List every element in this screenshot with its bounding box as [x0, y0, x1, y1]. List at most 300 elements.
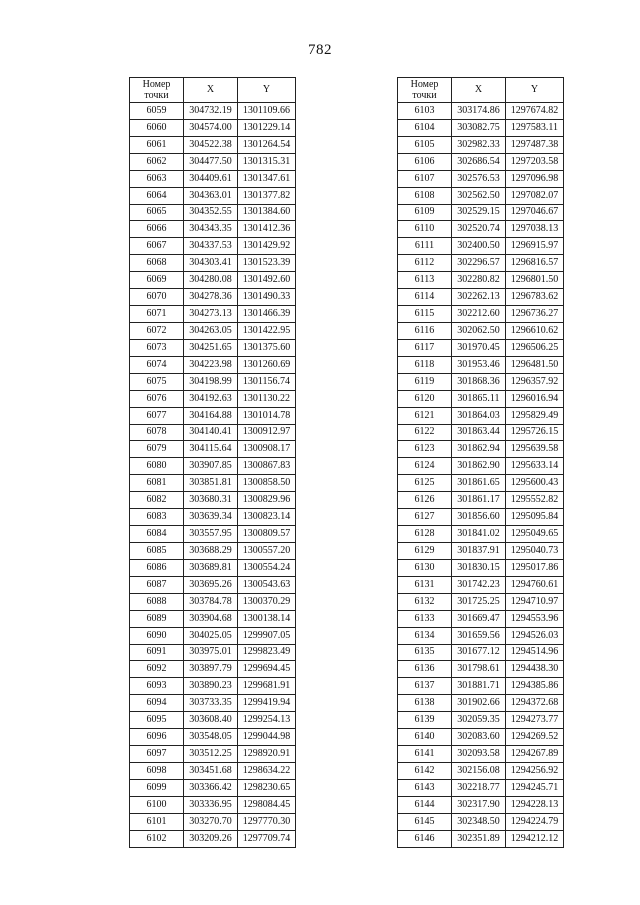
coordinates-table-left: [129, 77, 296, 848]
table-row: [398, 779, 564, 796]
table-row: [398, 712, 564, 729]
point-number-cell: 6130: [398, 559, 452, 576]
x-coordinate-cell: 304115.64: [184, 441, 238, 458]
point-number-cell: 6133: [398, 610, 452, 627]
x-coordinate-cell: 303548.05: [184, 729, 238, 746]
point-number-cell: 6125: [398, 475, 452, 492]
y-coordinate-cell: 1299694.45: [238, 661, 296, 678]
point-number-cell: 6127: [398, 509, 452, 526]
y-coordinate-cell: 1297487.38: [506, 136, 564, 153]
point-number-cell: 6112: [398, 255, 452, 272]
point-number-cell: 6073: [130, 339, 184, 356]
table-row: [398, 762, 564, 779]
y-coordinate-cell: 1294438.30: [506, 661, 564, 678]
point-number-cell: 6086: [130, 559, 184, 576]
y-coordinate-cell: 1301347.61: [238, 170, 296, 187]
y-coordinate-cell: 1301264.54: [238, 136, 296, 153]
y-coordinate-cell: 1301260.69: [238, 356, 296, 373]
table-row: [130, 204, 296, 221]
table-row: [398, 390, 564, 407]
y-coordinate-cell: 1297046.67: [506, 204, 564, 221]
x-coordinate-cell: 303688.29: [184, 542, 238, 559]
point-number-cell: 6061: [130, 136, 184, 153]
x-coordinate-cell: 302686.54: [452, 153, 506, 170]
x-coordinate-cell: 304198.99: [184, 373, 238, 390]
y-coordinate-cell: 1300809.57: [238, 526, 296, 543]
y-coordinate-cell: 1299823.49: [238, 644, 296, 661]
table-row: [130, 475, 296, 492]
point-number-cell: 6128: [398, 526, 452, 543]
point-number-cell: 6081: [130, 475, 184, 492]
x-coordinate-cell: 303975.01: [184, 644, 238, 661]
table-row: [398, 238, 564, 255]
x-coordinate-cell: 301865.11: [452, 390, 506, 407]
point-number-cell: 6106: [398, 153, 452, 170]
x-coordinate-cell: 301864.03: [452, 407, 506, 424]
x-coordinate-cell: 301837.91: [452, 542, 506, 559]
x-coordinate-cell: 302400.50: [452, 238, 506, 255]
table-row: [130, 509, 296, 526]
table-header-row: [130, 78, 296, 103]
x-coordinate-cell: 301798.61: [452, 661, 506, 678]
y-coordinate-cell: 1299254.13: [238, 712, 296, 729]
point-number-cell: 6121: [398, 407, 452, 424]
point-number-cell: 6102: [130, 830, 184, 847]
x-coordinate-cell: 301862.94: [452, 441, 506, 458]
point-number-cell: 6085: [130, 542, 184, 559]
y-coordinate-cell: 1294228.13: [506, 796, 564, 813]
point-number-cell: 6063: [130, 170, 184, 187]
point-number-cell: 6120: [398, 390, 452, 407]
table-row: [130, 813, 296, 830]
header-x: X: [184, 78, 238, 103]
table-row: [130, 526, 296, 543]
table-row: [398, 492, 564, 509]
table-row: [398, 255, 564, 272]
point-number-cell: 6114: [398, 289, 452, 306]
x-coordinate-cell: 304278.36: [184, 289, 238, 306]
y-coordinate-cell: 1300867.83: [238, 458, 296, 475]
y-coordinate-cell: 1301492.60: [238, 272, 296, 289]
y-coordinate-cell: 1294245.71: [506, 779, 564, 796]
x-coordinate-cell: 303270.70: [184, 813, 238, 830]
y-coordinate-cell: 1301490.33: [238, 289, 296, 306]
x-coordinate-cell: 302218.77: [452, 779, 506, 796]
x-coordinate-cell: 301953.46: [452, 356, 506, 373]
y-coordinate-cell: 1301377.82: [238, 187, 296, 204]
x-coordinate-cell: 303082.75: [452, 119, 506, 136]
point-number-cell: 6098: [130, 762, 184, 779]
table-row: [130, 119, 296, 136]
y-coordinate-cell: 1301014.78: [238, 407, 296, 424]
table-row: [398, 644, 564, 661]
point-number-cell: 6138: [398, 695, 452, 712]
y-coordinate-cell: 1296816.57: [506, 255, 564, 272]
y-coordinate-cell: 1299044.98: [238, 729, 296, 746]
point-number-cell: 6071: [130, 306, 184, 323]
table-row: [130, 796, 296, 813]
x-coordinate-cell: 301659.56: [452, 627, 506, 644]
y-coordinate-cell: 1297674.82: [506, 103, 564, 120]
point-number-cell: 6089: [130, 610, 184, 627]
y-coordinate-cell: 1300543.63: [238, 576, 296, 593]
point-number-cell: 6077: [130, 407, 184, 424]
point-number-cell: 6119: [398, 373, 452, 390]
point-number-cell: 6111: [398, 238, 452, 255]
table-row: [398, 559, 564, 576]
point-number-cell: 6096: [130, 729, 184, 746]
x-coordinate-cell: 303608.40: [184, 712, 238, 729]
y-coordinate-cell: 1300912.97: [238, 424, 296, 441]
x-coordinate-cell: 303907.85: [184, 458, 238, 475]
point-number-cell: 6065: [130, 204, 184, 221]
x-coordinate-cell: 301868.36: [452, 373, 506, 390]
table-row: [130, 762, 296, 779]
point-number-cell: 6066: [130, 221, 184, 238]
table-row: [398, 306, 564, 323]
header-y: Y: [238, 78, 296, 103]
point-number-cell: 6126: [398, 492, 452, 509]
table-row: [130, 627, 296, 644]
point-number-cell: 6064: [130, 187, 184, 204]
x-coordinate-cell: 302576.53: [452, 170, 506, 187]
point-number-cell: 6067: [130, 238, 184, 255]
point-number-cell: 6078: [130, 424, 184, 441]
table-row: [130, 695, 296, 712]
table-row: [130, 424, 296, 441]
table-row: [130, 373, 296, 390]
x-coordinate-cell: 303689.81: [184, 559, 238, 576]
table-row: [398, 661, 564, 678]
y-coordinate-cell: 1300823.14: [238, 509, 296, 526]
y-coordinate-cell: 1301156.74: [238, 373, 296, 390]
x-coordinate-cell: 301881.71: [452, 678, 506, 695]
point-number-cell: 6116: [398, 322, 452, 339]
point-number-cell: 6068: [130, 255, 184, 272]
table-row: [130, 103, 296, 120]
table-row: [130, 830, 296, 847]
table-row: [130, 238, 296, 255]
point-number-cell: 6091: [130, 644, 184, 661]
y-coordinate-cell: 1297096.98: [506, 170, 564, 187]
y-coordinate-cell: 1301315.31: [238, 153, 296, 170]
y-coordinate-cell: 1295040.73: [506, 542, 564, 559]
x-coordinate-cell: 302296.57: [452, 255, 506, 272]
point-number-cell: 6142: [398, 762, 452, 779]
point-number-cell: 6088: [130, 593, 184, 610]
x-coordinate-cell: 303174.86: [452, 103, 506, 120]
table-row: [398, 813, 564, 830]
point-number-cell: 6082: [130, 492, 184, 509]
table-row: [130, 136, 296, 153]
y-coordinate-cell: 1294256.92: [506, 762, 564, 779]
x-coordinate-cell: 302062.50: [452, 322, 506, 339]
x-coordinate-cell: 302529.15: [452, 204, 506, 221]
point-number-cell: 6080: [130, 458, 184, 475]
table-row: [398, 103, 564, 120]
table-row: [130, 407, 296, 424]
table-row: [398, 526, 564, 543]
table-row: [398, 695, 564, 712]
table-body-left: [130, 103, 296, 848]
y-coordinate-cell: 1295726.15: [506, 424, 564, 441]
x-coordinate-cell: 304140.41: [184, 424, 238, 441]
y-coordinate-cell: 1295600.43: [506, 475, 564, 492]
point-number-cell: 6141: [398, 746, 452, 763]
point-number-cell: 6069: [130, 272, 184, 289]
y-coordinate-cell: 1296481.50: [506, 356, 564, 373]
point-number-cell: 6084: [130, 526, 184, 543]
y-coordinate-cell: 1301384.60: [238, 204, 296, 221]
x-coordinate-cell: 301861.65: [452, 475, 506, 492]
point-number-cell: 6105: [398, 136, 452, 153]
y-coordinate-cell: 1300829.96: [238, 492, 296, 509]
x-coordinate-cell: 302351.89: [452, 830, 506, 847]
table-row: [398, 339, 564, 356]
table-body-right: [398, 103, 564, 848]
table-row: [398, 187, 564, 204]
point-number-cell: 6074: [130, 356, 184, 373]
x-coordinate-cell: 303695.26: [184, 576, 238, 593]
table-row: [398, 221, 564, 238]
table-row: [398, 289, 564, 306]
header-point-number: Номер точки: [130, 78, 184, 103]
y-coordinate-cell: 1294267.89: [506, 746, 564, 763]
table-row: [130, 255, 296, 272]
y-coordinate-cell: 1300370.29: [238, 593, 296, 610]
point-number-cell: 6107: [398, 170, 452, 187]
y-coordinate-cell: 1294553.96: [506, 610, 564, 627]
table-row: [398, 441, 564, 458]
point-number-cell: 6093: [130, 678, 184, 695]
x-coordinate-cell: 301861.17: [452, 492, 506, 509]
x-coordinate-cell: 304343.35: [184, 221, 238, 238]
x-coordinate-cell: 301863.44: [452, 424, 506, 441]
table-row: [130, 593, 296, 610]
y-coordinate-cell: 1301375.60: [238, 339, 296, 356]
y-coordinate-cell: 1295639.58: [506, 441, 564, 458]
x-coordinate-cell: 302280.82: [452, 272, 506, 289]
x-coordinate-cell: 302212.60: [452, 306, 506, 323]
page-number: 782: [308, 42, 332, 58]
x-coordinate-cell: 303512.25: [184, 746, 238, 763]
x-coordinate-cell: 304574.00: [184, 119, 238, 136]
table-row: [130, 458, 296, 475]
x-coordinate-cell: 303904.68: [184, 610, 238, 627]
point-number-cell: 6104: [398, 119, 452, 136]
point-number-cell: 6134: [398, 627, 452, 644]
point-number-cell: 6122: [398, 424, 452, 441]
y-coordinate-cell: 1297583.11: [506, 119, 564, 136]
x-coordinate-cell: 301669.47: [452, 610, 506, 627]
point-number-cell: 6113: [398, 272, 452, 289]
x-coordinate-cell: 303639.34: [184, 509, 238, 526]
y-coordinate-cell: 1296801.50: [506, 272, 564, 289]
y-coordinate-cell: 1300554.24: [238, 559, 296, 576]
y-coordinate-cell: 1294760.61: [506, 576, 564, 593]
y-coordinate-cell: 1301412.36: [238, 221, 296, 238]
x-coordinate-cell: 302520.74: [452, 221, 506, 238]
y-coordinate-cell: 1299681.91: [238, 678, 296, 695]
point-number-cell: 6062: [130, 153, 184, 170]
y-coordinate-cell: 1301523.39: [238, 255, 296, 272]
point-number-cell: 6137: [398, 678, 452, 695]
table-row: [398, 373, 564, 390]
x-coordinate-cell: 302562.50: [452, 187, 506, 204]
point-number-cell: 6059: [130, 103, 184, 120]
table-row: [130, 576, 296, 593]
point-number-cell: 6083: [130, 509, 184, 526]
point-number-cell: 6132: [398, 593, 452, 610]
x-coordinate-cell: 304192.63: [184, 390, 238, 407]
point-number-cell: 6079: [130, 441, 184, 458]
table-row: [130, 272, 296, 289]
point-number-cell: 6117: [398, 339, 452, 356]
table-row: [130, 610, 296, 627]
table-row: [398, 424, 564, 441]
y-coordinate-cell: 1296736.27: [506, 306, 564, 323]
y-coordinate-cell: 1300908.17: [238, 441, 296, 458]
point-number-cell: 6094: [130, 695, 184, 712]
table-row: [398, 593, 564, 610]
y-coordinate-cell: 1300557.20: [238, 542, 296, 559]
y-coordinate-cell: 1301109.66: [238, 103, 296, 120]
x-coordinate-cell: 301970.45: [452, 339, 506, 356]
table-row: [398, 830, 564, 847]
x-coordinate-cell: 301677.12: [452, 644, 506, 661]
x-coordinate-cell: 304273.13: [184, 306, 238, 323]
y-coordinate-cell: 1297203.58: [506, 153, 564, 170]
table-row: [398, 542, 564, 559]
point-number-cell: 6100: [130, 796, 184, 813]
y-coordinate-cell: 1299907.05: [238, 627, 296, 644]
table-row: [130, 221, 296, 238]
y-coordinate-cell: 1301429.92: [238, 238, 296, 255]
point-number-cell: 6109: [398, 204, 452, 221]
x-coordinate-cell: 304732.19: [184, 103, 238, 120]
y-coordinate-cell: 1296610.62: [506, 322, 564, 339]
y-coordinate-cell: 1298084.45: [238, 796, 296, 813]
point-number-cell: 6087: [130, 576, 184, 593]
table-row: [130, 339, 296, 356]
table-row: [130, 729, 296, 746]
y-coordinate-cell: 1294710.97: [506, 593, 564, 610]
table-row: [398, 356, 564, 373]
y-coordinate-cell: 1297770.30: [238, 813, 296, 830]
y-coordinate-cell: 1296783.62: [506, 289, 564, 306]
x-coordinate-cell: 302348.50: [452, 813, 506, 830]
point-number-cell: 6099: [130, 779, 184, 796]
table-row: [130, 356, 296, 373]
y-coordinate-cell: 1300858.50: [238, 475, 296, 492]
table-row: [398, 746, 564, 763]
y-coordinate-cell: 1301466.39: [238, 306, 296, 323]
point-number-cell: 6097: [130, 746, 184, 763]
table-row: [130, 441, 296, 458]
header-x: X: [452, 78, 506, 103]
table-row: [398, 170, 564, 187]
point-number-cell: 6095: [130, 712, 184, 729]
x-coordinate-cell: 304263.05: [184, 322, 238, 339]
y-coordinate-cell: 1294273.77: [506, 712, 564, 729]
table-row: [398, 729, 564, 746]
y-coordinate-cell: 1294526.03: [506, 627, 564, 644]
x-coordinate-cell: 301742.23: [452, 576, 506, 593]
x-coordinate-cell: 304363.01: [184, 187, 238, 204]
y-coordinate-cell: 1294269.52: [506, 729, 564, 746]
x-coordinate-cell: 304164.88: [184, 407, 238, 424]
point-number-cell: 6090: [130, 627, 184, 644]
point-number-cell: 6139: [398, 712, 452, 729]
y-coordinate-cell: 1301422.95: [238, 322, 296, 339]
x-coordinate-cell: 304223.98: [184, 356, 238, 373]
point-number-cell: 6076: [130, 390, 184, 407]
x-coordinate-cell: 303209.26: [184, 830, 238, 847]
y-coordinate-cell: 1296357.92: [506, 373, 564, 390]
table-row: [130, 492, 296, 509]
y-coordinate-cell: 1295049.65: [506, 526, 564, 543]
y-coordinate-cell: 1296506.25: [506, 339, 564, 356]
x-coordinate-cell: 301841.02: [452, 526, 506, 543]
table-row: [130, 746, 296, 763]
x-coordinate-cell: 302156.08: [452, 762, 506, 779]
y-coordinate-cell: 1297082.07: [506, 187, 564, 204]
table-row: [398, 322, 564, 339]
x-coordinate-cell: 303451.68: [184, 762, 238, 779]
y-coordinate-cell: 1296915.97: [506, 238, 564, 255]
y-coordinate-cell: 1300138.14: [238, 610, 296, 627]
y-coordinate-cell: 1298634.22: [238, 762, 296, 779]
table-row: [398, 576, 564, 593]
table-row: [398, 509, 564, 526]
x-coordinate-cell: 301856.60: [452, 509, 506, 526]
x-coordinate-cell: 303733.35: [184, 695, 238, 712]
table-row: [130, 306, 296, 323]
point-number-cell: 6070: [130, 289, 184, 306]
table-row: [398, 627, 564, 644]
table-row: [130, 542, 296, 559]
y-coordinate-cell: 1297038.13: [506, 221, 564, 238]
x-coordinate-cell: 302093.58: [452, 746, 506, 763]
coordinates-table-right: [397, 77, 564, 848]
table-row: [130, 559, 296, 576]
x-coordinate-cell: 301862.90: [452, 458, 506, 475]
x-coordinate-cell: 303680.31: [184, 492, 238, 509]
header-y: Y: [506, 78, 564, 103]
x-coordinate-cell: 304251.65: [184, 339, 238, 356]
table-row: [130, 678, 296, 695]
y-coordinate-cell: 1298920.91: [238, 746, 296, 763]
x-coordinate-cell: 302317.90: [452, 796, 506, 813]
point-number-cell: 6143: [398, 779, 452, 796]
point-number-cell: 6145: [398, 813, 452, 830]
x-coordinate-cell: 303366.42: [184, 779, 238, 796]
point-number-cell: 6072: [130, 322, 184, 339]
table-row: [398, 272, 564, 289]
x-coordinate-cell: 303557.95: [184, 526, 238, 543]
y-coordinate-cell: 1301229.14: [238, 119, 296, 136]
x-coordinate-cell: 304352.55: [184, 204, 238, 221]
x-coordinate-cell: 301830.15: [452, 559, 506, 576]
point-number-cell: 6110: [398, 221, 452, 238]
table-row: [130, 289, 296, 306]
x-coordinate-cell: 304409.61: [184, 170, 238, 187]
point-number-cell: 6144: [398, 796, 452, 813]
table-row: [130, 187, 296, 204]
x-coordinate-cell: 304303.41: [184, 255, 238, 272]
y-coordinate-cell: 1297709.74: [238, 830, 296, 847]
x-coordinate-cell: 302059.35: [452, 712, 506, 729]
